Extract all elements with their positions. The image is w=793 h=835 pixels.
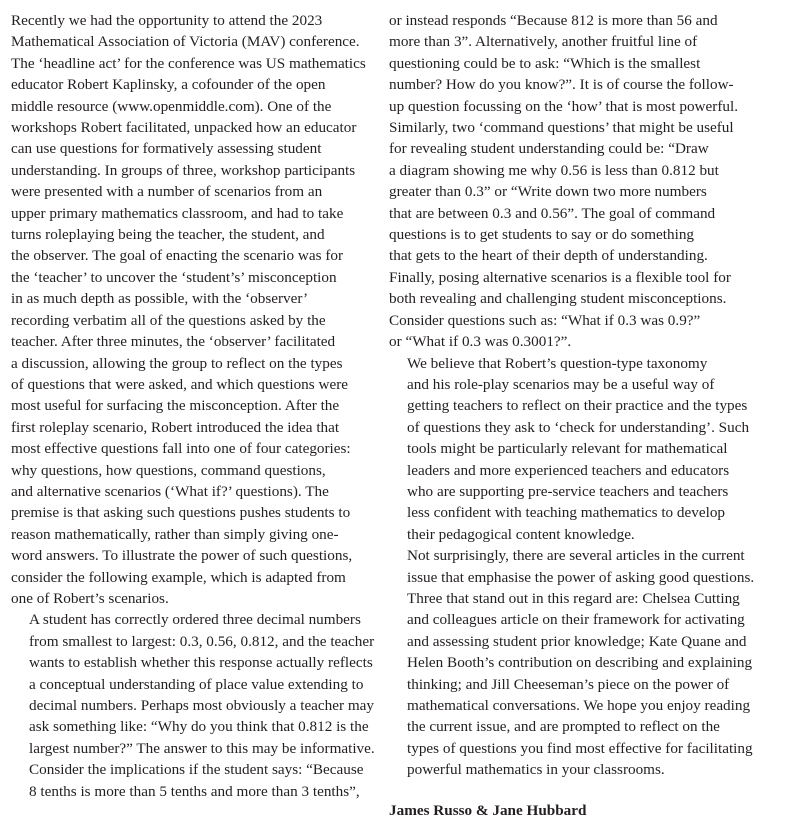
text-line: Consider questions such as: “What if 0.3 was 0.9?”: [389, 311, 701, 329]
text-line: and colleagues article on their framework for activating: [407, 611, 745, 629]
paragraph: [11, 609, 375, 802]
text-line: understanding. In groups of three, workshop participants: [11, 161, 356, 179]
text-line: word answers. To illustrate the power of such questions,: [11, 547, 353, 565]
text-line: that gets to the heart of their depth of understanding.: [389, 247, 708, 265]
text-line: for revealing student understanding could be: “Draw: [389, 140, 709, 158]
text-line: Helen Booth’s contribution on describing and explaining: [407, 654, 753, 672]
text-line: Finally, posing alternative scenarios is a flexible tool for: [389, 268, 731, 286]
text-line: a conceptual understanding of place value extending to: [29, 675, 364, 693]
text-line: We believe that Robert’s question-type taxonomy: [407, 354, 708, 372]
text-line: tools might be particularly relevant for mathematical: [407, 440, 728, 458]
text-line: and assessing student prior knowledge; Kate Quane and: [407, 632, 747, 650]
text-line: middle resource (www.openmiddle.com). One of the: [11, 97, 332, 115]
text-line: of questions they ask to ‘check for understanding’. Such: [407, 418, 750, 436]
text-line: powerful mathematics in your classrooms.: [407, 761, 665, 779]
text-line: leaders and more experienced teachers and educators: [407, 461, 730, 479]
text-line: one of Robert’s scenarios.: [11, 589, 169, 607]
text-line: or instead responds “Because 812 is more than 56 and: [389, 12, 718, 29]
text-line: thinking; and Jill Cheeseman’s piece on the power of: [407, 675, 730, 693]
text-line: the current issue, and are prompted to reflect on the: [407, 718, 720, 736]
text-line: first roleplay scenario, Robert introduced the idea that: [11, 418, 340, 436]
text-line: a discussion, allowing the group to reflect on the types: [11, 354, 343, 372]
right-column: [389, 10, 755, 781]
text-line: educator Robert Kaplinsky, a cofounder of the open: [11, 76, 326, 94]
text-line: their pedagogical content knowledge.: [407, 525, 635, 543]
text-line: consider the following example, which is adapted from: [11, 568, 346, 586]
author-signature: James Russo & Jane Hubbard: [389, 802, 587, 819]
text-line: who are supporting pre-service teachers and teachers: [407, 482, 729, 500]
left-column: [11, 10, 375, 802]
text-line: and his role-play scenarios may be a useful way of: [407, 375, 715, 393]
text-line: Consider the implications if the student says: “Because: [29, 761, 364, 779]
text-line: The ‘headline act’ for the conference was US mathematics: [11, 54, 366, 72]
text-line: getting teachers to reflect on their practice and the types: [407, 397, 748, 415]
text-line: that are between 0.3 and 0.56”. The goal of command: [389, 204, 716, 222]
text-line: from smallest to largest: 0.3, 0.56, 0.812, and the teacher: [29, 632, 375, 650]
paragraph: [11, 10, 367, 609]
text-line: can use questions for formatively assessing student: [11, 140, 322, 158]
text-line: turns roleplaying being the teacher, the student, and: [11, 226, 325, 244]
text-line: and alternative scenarios (‘What if?’ questions). The: [11, 482, 329, 500]
text-line: recording verbatim all of the questions asked by the: [11, 311, 326, 329]
text-line: premise is that asking such questions pushes students to: [11, 504, 351, 522]
text-line: decimal numbers. Perhaps most obviously a teacher may: [29, 697, 375, 714]
text-line: or “What if 0.3 was 0.3001?”.: [389, 333, 572, 351]
text-line: A student has correctly ordered three decimal numbers: [29, 611, 361, 629]
text-line: number? How do you know?”. It is of course the follow-: [389, 76, 734, 94]
text-line: Three that stand out in this regard are: Chelsea Cutting: [407, 589, 740, 607]
text-line: were presented with a number of scenarios from an: [11, 183, 323, 201]
text-line: Mathematical Association of Victoria (MAV) conference.: [11, 33, 360, 51]
text-line: types of questions you find most effective for facilitating: [407, 739, 753, 757]
text-line: wants to establish whether this response actually reflects: [29, 654, 373, 672]
text-line: upper primary mathematics classroom, and had to take: [11, 204, 344, 222]
text-line: mathematical conversations. We hope you enjoy reading: [407, 697, 751, 714]
text-line: questions is to get students to say or do something: [389, 226, 695, 244]
text-line: why questions, how questions, command questions,: [11, 461, 326, 479]
paragraph: [389, 545, 755, 780]
text-line: 8 tenths is more than 5 tenths and more than 3 tenths”,: [29, 782, 360, 800]
text-line: Not surprisingly, there are several articles in the current: [407, 547, 745, 565]
text-line: up question focussing on the ‘how’ that is most powerful.: [389, 97, 738, 115]
text-line: of questions that were asked, and which questions were: [11, 375, 348, 393]
paragraph: [389, 10, 749, 353]
text-line: most effective questions fall into one of four categories:: [11, 440, 351, 458]
text-line: teacher. After three minutes, the ‘observer’ facilitated: [11, 333, 336, 351]
text-line: a diagram showing me why 0.56 is less than 0.812 but: [389, 161, 719, 179]
text-line: reason mathematically, rather than simply giving one-: [11, 525, 339, 543]
text-line: the observer. The goal of enacting the scenario was for: [11, 247, 344, 265]
text-line: ask something like: “Why do you think that 0.812 is the: [29, 718, 369, 736]
text-line: Recently we had the opportunity to attend the 2023: [11, 12, 323, 29]
text-line: questioning could be to ask: “Which is the smallest: [389, 54, 701, 72]
text-line: largest number?” The answer to this may be informative.: [29, 739, 375, 757]
text-line: most useful for surfacing the misconception. After the: [11, 397, 340, 415]
text-line: less confident with teaching mathematics to develop: [407, 504, 726, 522]
text-line: workshops Robert facilitated, unpacked how an educator: [11, 119, 357, 137]
text-line: in as much depth as possible, with the ‘observer’: [11, 290, 309, 308]
text-line: Similarly, two ‘command questions’ that might be useful: [389, 119, 734, 137]
text-line: issue that emphasise the power of asking good questions.: [407, 568, 755, 586]
text-line: both revealing and challenging student misconceptions.: [389, 290, 727, 308]
text-line: greater than 0.3” or “Write down two more numbers: [389, 183, 707, 201]
text-line: the ‘teacher’ to uncover the ‘student’s’ misconception: [11, 268, 337, 286]
text-line: more than 3”. Alternatively, another fruitful line of: [389, 33, 698, 51]
paragraph: [389, 353, 749, 546]
